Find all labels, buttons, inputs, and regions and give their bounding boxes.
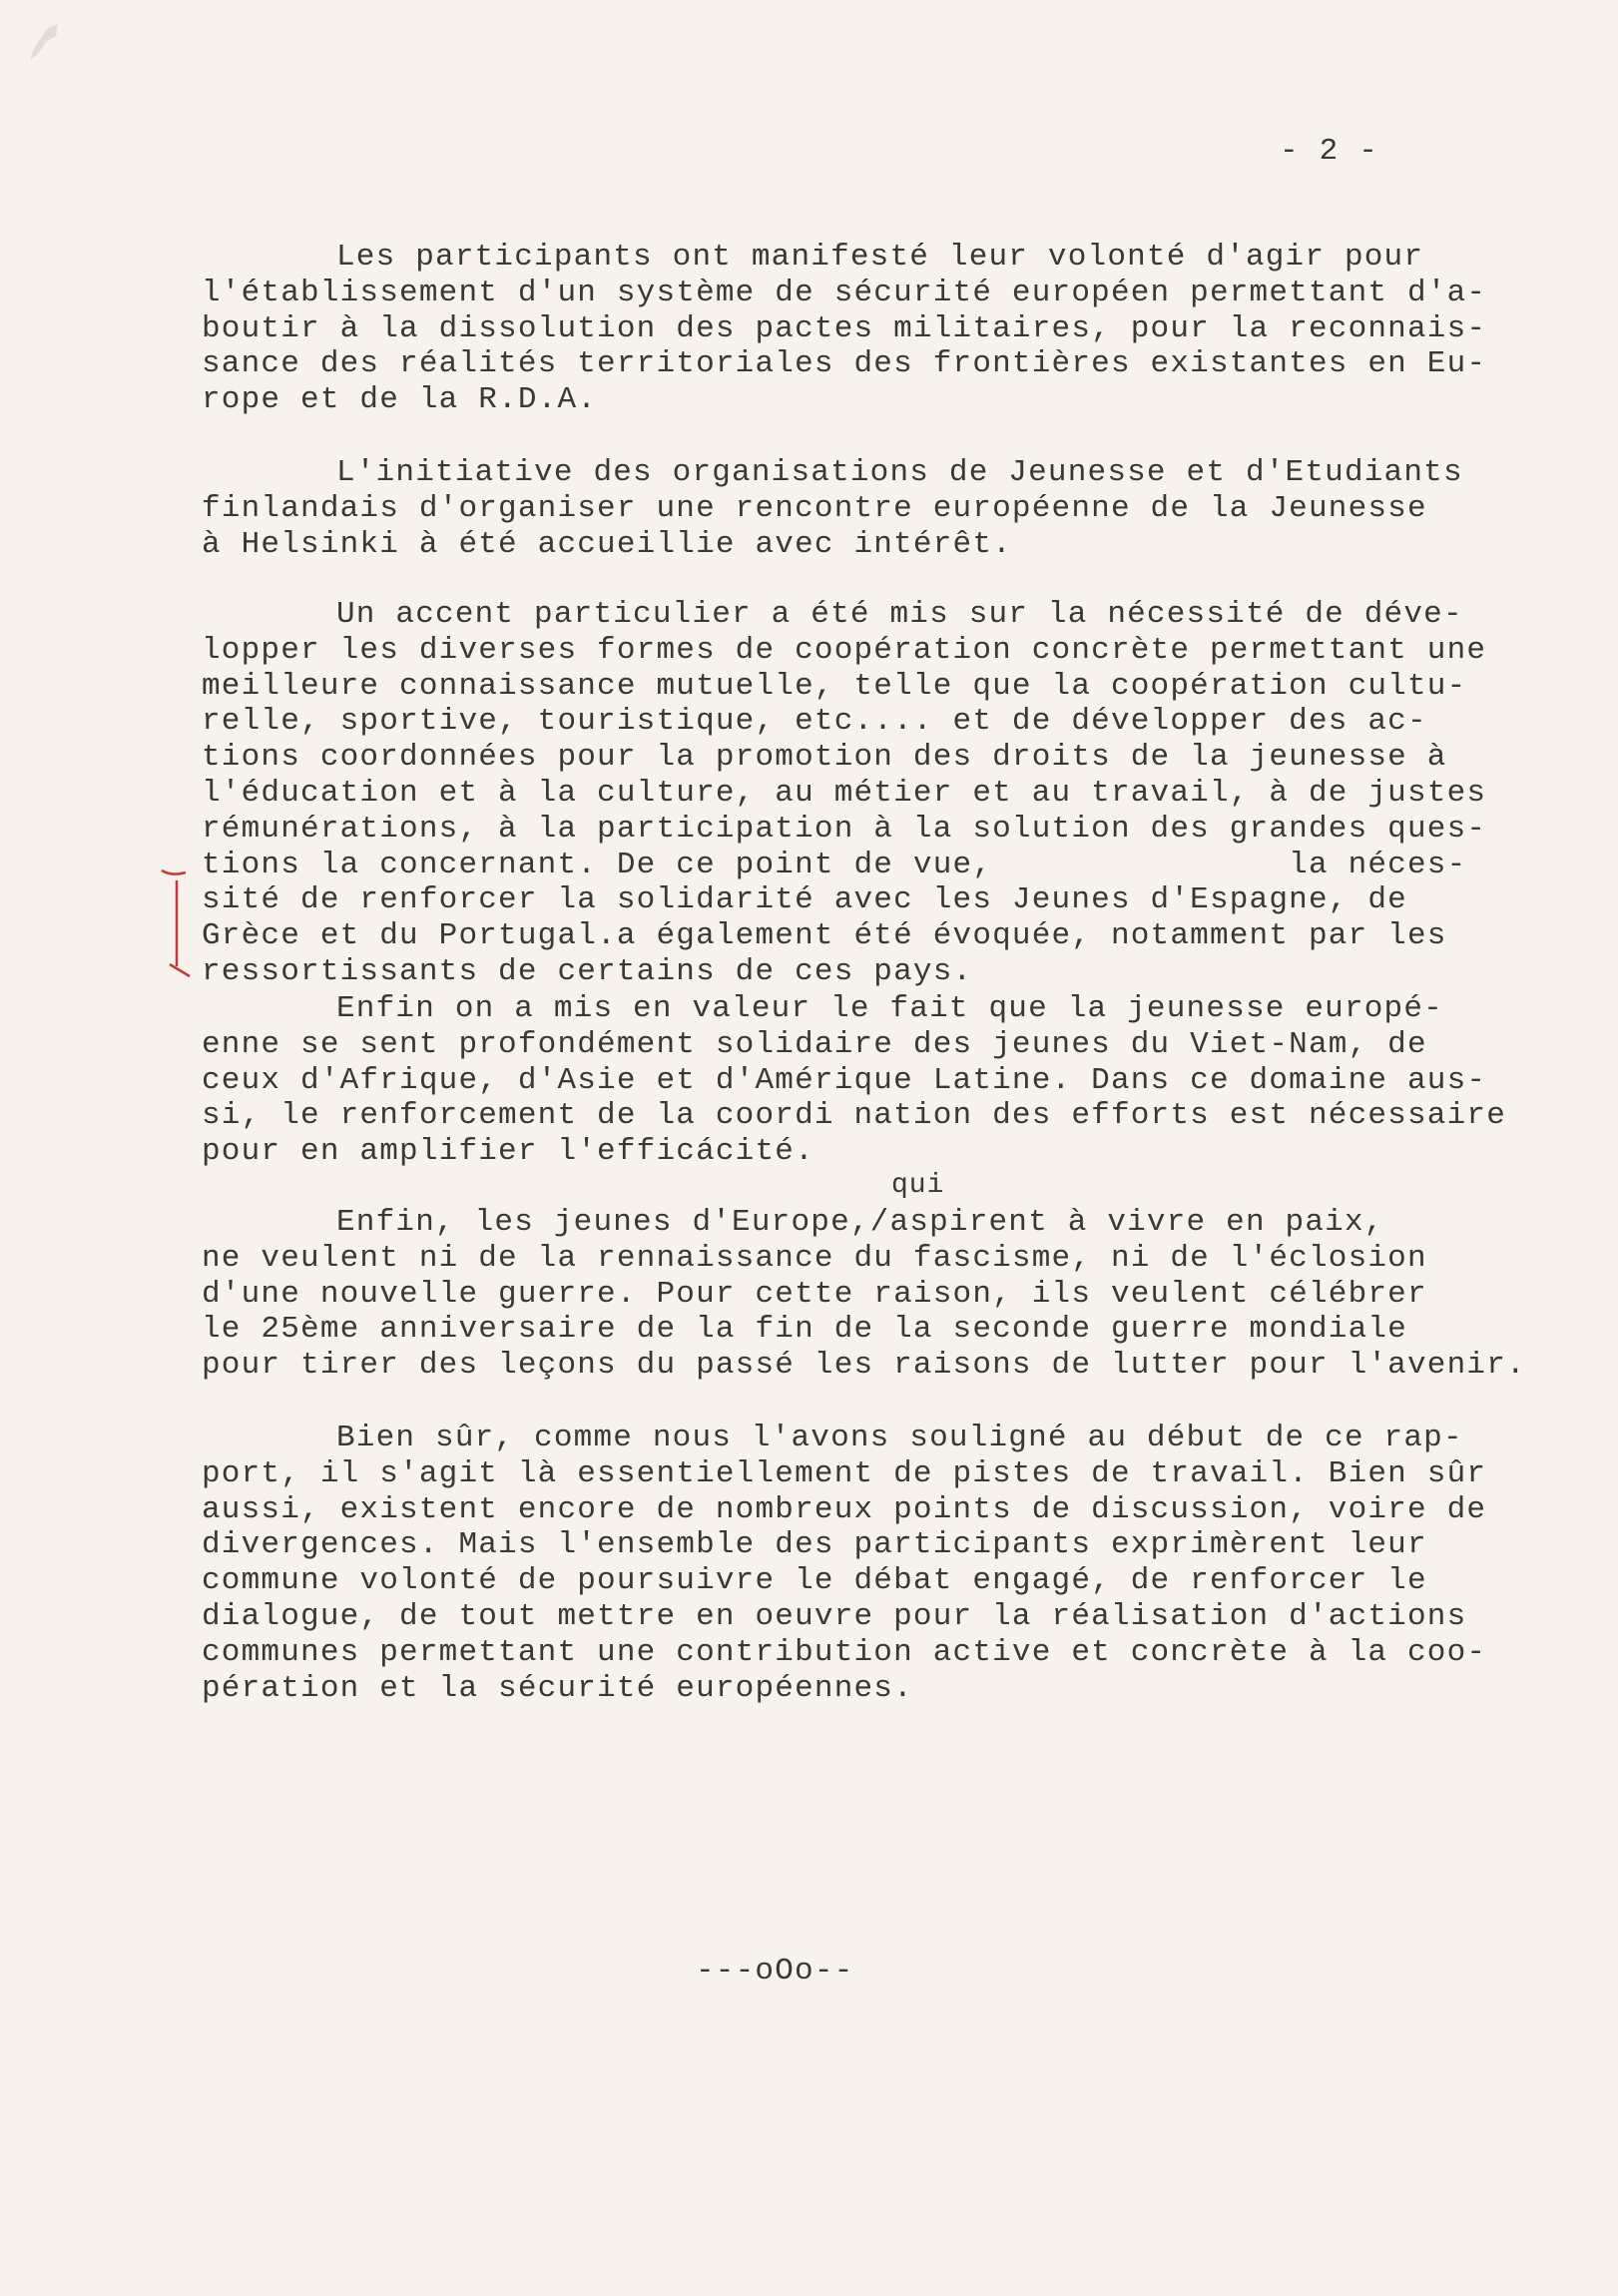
text-line: ressortissants de certains de ces pays. xyxy=(202,954,973,989)
text-line: enne se sent profondément solidaire des jeunes du Viet-Nam, de xyxy=(202,1027,1427,1062)
text-line: rope et de la R.D.A. xyxy=(202,382,598,417)
text-line: dialogue, de tout mettre en oeuvre pour la réalisation d'actions xyxy=(202,1599,1467,1634)
text-line: boutir à la dissolution des pactes militaires, pour la reconnais- xyxy=(202,311,1487,346)
red-margin-bracket xyxy=(160,866,210,986)
text-line: Enfin, les jeunes d'Europe,/aspirent à vivre en paix, xyxy=(336,1205,1384,1240)
text-line: L'initiative des organisations de Jeunesse et d'Etudiants xyxy=(336,455,1463,490)
text-line: le 25ème anniversaire de la fin de la seconde guerre mondiale xyxy=(202,1312,1407,1347)
text-line: ceux d'Afrique, d'Asie et d'Amérique Latine. Dans ce domaine aus- xyxy=(202,1063,1487,1098)
text-line: lopper les diverses formes de coopération concrète permettant une xyxy=(202,633,1487,668)
text-line: Bien sûr, comme nous l'avons souligné au début de ce rap- xyxy=(336,1421,1463,1455)
page-number: - 2 - xyxy=(1280,134,1379,169)
text-line: communes permettant une contribution active et concrète à la coo- xyxy=(202,1635,1487,1670)
text-line: finlandais d'organiser une rencontre européenne de la Jeunesse xyxy=(202,491,1427,526)
text-line: d'une nouvelle guerre. Pour cette raison, ils veulent célébrer xyxy=(202,1277,1427,1312)
paper-smudge xyxy=(18,20,78,85)
text-line: Grèce et du Portugal.a également été évoquée, notamment par les xyxy=(202,918,1447,953)
text-line: sance des réalités territoriales des frontières existantes en Eu- xyxy=(202,346,1487,381)
text-line: Enfin on a mis en valeur le fait que la jeunesse europé- xyxy=(336,991,1443,1026)
text-line: l'établissement d'un système de sécurité européen permettant d'a- xyxy=(202,276,1487,310)
text-line: commune volonté de poursuivre le débat engagé, de renforcer le xyxy=(202,1563,1427,1598)
text-line: rémunérations, à la participation à la solution des grandes ques- xyxy=(202,812,1487,847)
text-line: si, le renforcement de la coordi nation des efforts est nécessaire xyxy=(202,1098,1506,1133)
text-line: à Helsinki à été accueillie avec intérêt. xyxy=(202,527,1012,562)
text-line: pour en amplifier l'efficácité. xyxy=(202,1134,814,1169)
handwritten-insertion: qui xyxy=(891,1170,945,1201)
text-line: meilleure connaissance mutuelle, telle que la coopération cultu- xyxy=(202,669,1467,704)
text-line: aussi, existent encore de nombreux points de discussion, voire de xyxy=(202,1492,1487,1527)
text-line: pour tirer des leçons du passé les raisons de lutter pour l'avenir. xyxy=(202,1348,1526,1383)
text-line: relle, sportive, touristique, etc.... et de développer des ac- xyxy=(202,704,1427,739)
text-line: port, il s'agit là essentiellement de pistes de travail. Bien sûr xyxy=(202,1456,1487,1491)
text-line: ne veulent ni de la rennaissance du fascisme, ni de l'éclosion xyxy=(202,1241,1427,1276)
text-line: pération et la sécurité européennes. xyxy=(202,1671,913,1706)
text-line: divergences. Mais l'ensemble des participants exprimèrent leur xyxy=(202,1527,1427,1562)
end-mark: ---oOo-- xyxy=(696,1954,854,1989)
text-line: Un accent particulier a été mis sur la nécessité de déve- xyxy=(336,597,1463,632)
text-line: sité de renforcer la solidarité avec les Jeunes d'Espagne, de xyxy=(202,882,1407,917)
text-line: tions la concernant. De ce point de vue, la néces- xyxy=(202,848,1467,882)
text-line: l'éducation et à la culture, au métier et au travail, à de justes xyxy=(202,776,1487,811)
text-line: Les participants ont manifesté leur volonté d'agir pour xyxy=(336,240,1424,275)
text-line: tions coordonnées pour la promotion des droits de la jeunesse à xyxy=(202,740,1447,775)
